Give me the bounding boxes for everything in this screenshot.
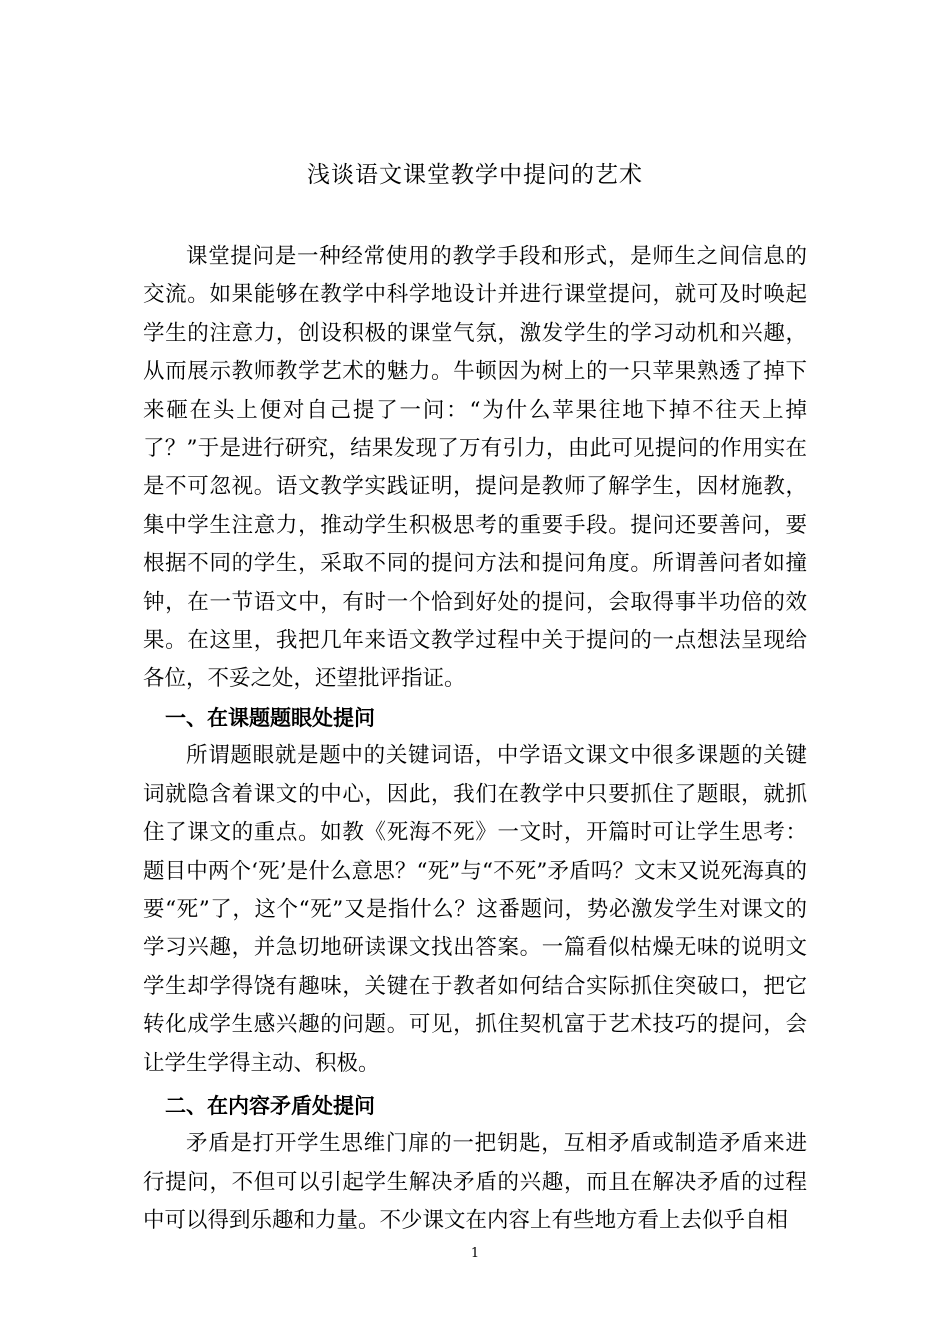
page-number: 1 bbox=[470, 1246, 480, 1261]
document-title: 浅谈语文课堂教学中提问的艺术 bbox=[307, 162, 643, 188]
section-heading-1: 一、在课题题眼处提问 bbox=[165, 705, 375, 730]
section-paragraph-2: 矛盾是打开学生思维门扉的一把钥匙，互相矛盾或制造矛盾来进行提问，不但可以引起学生解决矛盾的兴趣，而且在解决矛盾的过程中可以得到乐趣和力量。不少课文在内容上有些地方看上去似乎自相 bbox=[143, 1131, 807, 1234]
section-heading-2: 二、在内容矛盾处提问 bbox=[165, 1093, 375, 1118]
intro-paragraph: 课堂提问是一种经常使用的教学手段和形式，是师生之间信息的交流。如果能够在教学中科学地设计并进行课堂提问，就可及时唤起学生的注意力，创设积极的课堂气氛，激发学生的学习动机和兴趣，从而展示教师教学艺术的魅力。牛顿因为树上的一只苹果熟透了掉下来砸在头上便对自己提了一问：“为什么苹果往地下掉不往天上掉了？”于是进行研究，结果发现了万有引力，由此可见提问的作用实在是不可忽视。语文教学实践证明，提问是教师了解学生，因材施教，集中学生注意力，推动学生积极思考的重要手段。提问还要善问，要根据不同的学生，采取不同的提问方法和提问角度。所谓善问者如撞钟，在一节语文中，有时一个恰到好处的提问，会取得事半功倍的效果。在这里，我把几年来语文教学过程中关于提问的一点想法呈现给各位，不妥之处，还望批评指证。 bbox=[143, 244, 807, 692]
section-paragraph-1: 所谓题眼就是题中的关键词语，中学语文课文中很多课题的关键词就隐含着课文的中心，因此，我们在教学中只要抓住了题眼，就抓住了课文的重点。如教《死海不死》一文时，开篇时可让学生思考：题目中两个‘死’是什么意思？“死”与“不死”矛盾吗？文末又说死海真的要“死”了，这个“死”又是指什么？这番题问，势必激发学生对课文的学习兴趣，并急切地研读课文找出答案。一篇看似枯燥无味的说明文学生却学得饶有趣味，关键在于教者如何结合实际抓住突破口，把它转化成学生感兴趣的问题。可见，抓住契机富于艺术技巧的提问，会让学生学得主动、积极。 bbox=[143, 743, 807, 1076]
document-body bbox=[143, 238, 807, 1241]
